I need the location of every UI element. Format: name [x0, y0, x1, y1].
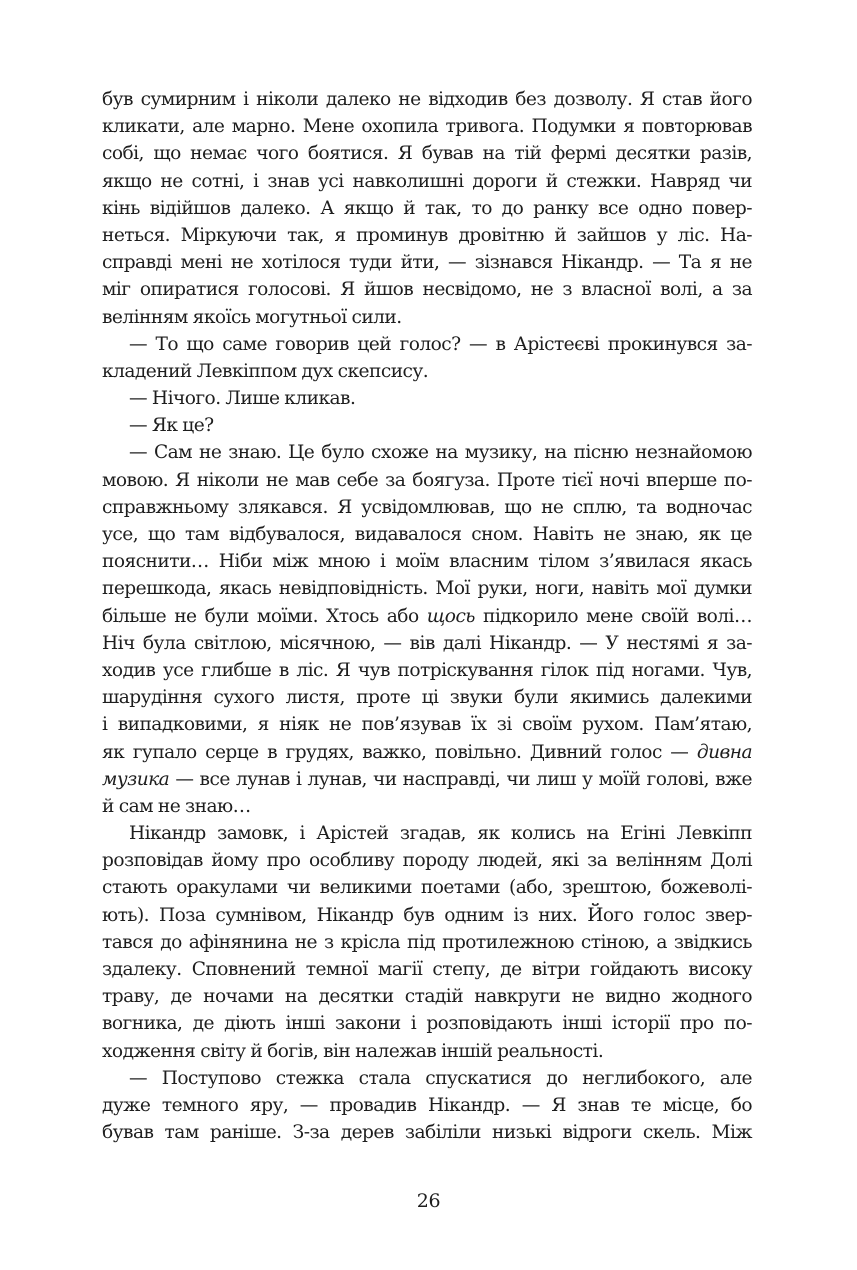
text-segment: якщо не сотні, і знав усі навколишні дороги й стежки. Навряд чи: [102, 170, 752, 192]
text-line: [102, 222, 752, 249]
text-segment: кликати, але марно. Мене охопила тривога. Подумки я повторював: [102, 116, 752, 138]
text-line: [102, 358, 752, 385]
text-line: [102, 630, 752, 657]
text-segment: й сам не знаю…: [102, 795, 251, 817]
text-line: [102, 929, 752, 956]
text-line: [102, 1010, 752, 1037]
text-segment: — То що саме говорив цей голос? — в Арістеєві прокинувся за-: [129, 333, 752, 355]
text-line: [102, 766, 752, 793]
text-segment: міг опиратися голосові. Я йшов несвідомо, не з власної волі, а за: [102, 279, 752, 301]
text-segment: більше не були моїми. Хтось або: [102, 605, 427, 627]
text-segment: дуже темного яру, — провадив Нікандр. — Я знав те місце, бо: [102, 1094, 752, 1116]
italic-text: музика: [102, 768, 170, 790]
text-segment: кладений Левкіппом дух скепсису.: [102, 360, 429, 382]
italic-text: дивна: [696, 741, 752, 763]
text-line: [102, 657, 752, 684]
text-segment: траву, де ночами на десятки стадій навкруги не видно жодного: [102, 986, 752, 1008]
text-line: [102, 249, 752, 276]
text-segment: підкорило мене своїй волі…: [474, 605, 752, 627]
text-line: [102, 820, 752, 847]
text-segment: ходження світу й богів, він належав іншій реальності.: [102, 1040, 604, 1062]
text-line: [102, 168, 752, 195]
text-segment: шарудіння сухого листя, проте ці звуки були якимись далекими: [102, 687, 752, 709]
text-line: [102, 847, 752, 874]
text-line: [102, 739, 752, 766]
text-segment: велінням якоїсь могутньої сили.: [102, 306, 402, 328]
text-line: [102, 1038, 752, 1065]
text-segment: вогника, де діють інші закони і розповідають інші історії про по-: [102, 1013, 752, 1035]
text-segment: розповідав йому про особливу породу людей, які за велінням Долі: [102, 850, 752, 872]
text-line: [102, 711, 752, 738]
text-segment: неться. Міркуючи так, я проминув дровітню й зайшов у ліс. На-: [102, 224, 752, 246]
text-segment: — Сам не знаю. Це було схоже на музику, на пісню незнайомою: [129, 442, 752, 464]
text-segment: усе, що там відбувалося, видавалося сном. Навіть не знаю, як це: [102, 524, 752, 545]
text-segment: бував там раніше. З-за дерев забіліли низькі відроги скель. Між: [102, 1122, 752, 1144]
text-segment: перешкода, якась невідповідність. Мої руки, ноги, навіть мої думки: [102, 578, 752, 600]
text-line: [102, 603, 752, 630]
text-line: [102, 304, 752, 331]
text-line: [102, 1092, 752, 1119]
text-line: [102, 902, 752, 929]
text-line: [102, 983, 752, 1010]
text-line: [102, 956, 752, 983]
text-line: [102, 195, 752, 222]
italic-text: щось: [426, 605, 475, 627]
page-text: [102, 86, 752, 1146]
text-line: [102, 494, 752, 521]
text-segment: — Нічого. Лише кликав.: [129, 388, 356, 410]
text-line: [102, 385, 752, 412]
text-line: [102, 1065, 752, 1092]
text-segment: Нікандр замовк, і Арістей згадав, як колись на Егіні Левкіпп: [129, 823, 752, 845]
text-line: [102, 548, 752, 575]
text-segment: стають оракулами чи великими поетами (або, зрештою, божеволі-: [102, 877, 752, 899]
text-segment: справді мені не хотілося туди йти, — зізнався Нікандр. — Та я не: [102, 252, 752, 274]
text-line: [102, 140, 752, 167]
text-segment: кінь відійшов далеко. А якщо й так, то до ранку все одно повер-: [102, 197, 752, 219]
text-line: [102, 331, 752, 358]
text-segment: справжньому злякався. Я усвідомлював, що не сплю, та водночас: [102, 496, 752, 518]
text-segment: як гупало серце в грудях, важко, повільно. Дивний голос —: [102, 741, 697, 763]
text-segment: і випадковими, я ніяк не пов’язував їх зі своїм рухом. Пам’ятаю,: [102, 714, 752, 736]
text-segment: був сумирним і ніколи далеко не відходив без дозволу. Я став його: [102, 89, 752, 110]
text-line: [102, 467, 752, 494]
text-line: [102, 793, 752, 820]
text-segment: пояснити… Ніби між мною і моїм власним тілом з’явилася якась: [102, 551, 752, 573]
text-line: [102, 1119, 752, 1146]
text-line: [102, 276, 752, 303]
text-segment: тався до афінянина не з крісла під протилежною стіною, а звідкись: [102, 931, 752, 953]
text-line: [102, 575, 752, 602]
text-line: [102, 113, 752, 140]
text-segment: здалеку. Сповнений темної магії степу, де вітри гойдають високу: [102, 959, 752, 980]
text-line: [102, 684, 752, 711]
text-segment: мовою. Я ніколи не мав себе за боягуза. Проте тієї ночі вперше по-: [102, 469, 752, 491]
text-line: [102, 412, 752, 439]
text-segment: Ніч була світлою, місячною, — вів далі Нікандр. — У нестямі я за-: [102, 632, 752, 654]
text-line: [102, 439, 752, 466]
text-segment: собі, що немає чого боятися. Я бував на тій фермі десятки разів,: [102, 143, 752, 165]
text-line: [102, 521, 752, 548]
text-line: [102, 874, 752, 901]
page-number: 26: [416, 1190, 441, 1212]
text-segment: ходив усе глибше в ліс. Я чув потріскування гілок під ногами. Чув,: [102, 659, 752, 681]
text-segment: ють). Поза сумнівом, Нікандр був одним із них. Його голос звер-: [102, 904, 752, 926]
text-segment: — все лунав і лунав, чи насправді, чи лиш у моїй голові, вже: [169, 768, 752, 790]
text-line: [102, 86, 752, 113]
text-segment: — Як це?: [129, 415, 214, 437]
text-segment: — Поступово стежка стала спускатися до неглибокого, але: [129, 1067, 752, 1089]
